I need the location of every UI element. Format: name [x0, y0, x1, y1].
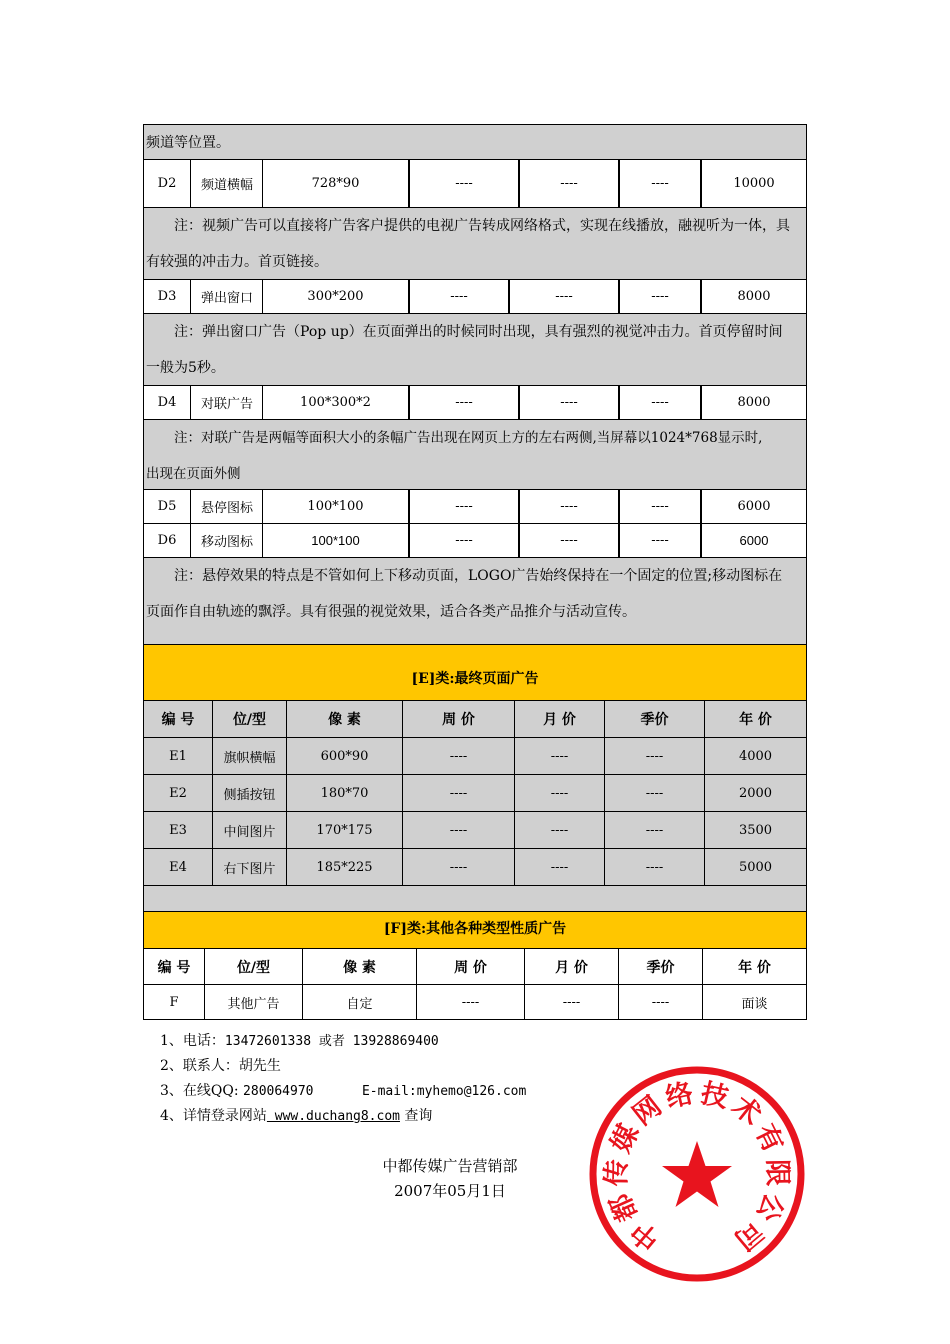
cell-season: ----: [618, 386, 700, 419]
contact-website: 4、详情登录网站 www.duchang8.com 查询: [160, 1108, 433, 1124]
cell-week: ----: [408, 280, 508, 313]
cell-season: ----: [604, 738, 704, 774]
note-d4: 注：对联广告是两幅等面积大小的条幅广告出现在网页上方的左右两侧,当屏幕以1024*768显示时, 出现在页面外侧: [143, 420, 807, 490]
cell-position: 右下图片: [212, 849, 286, 885]
cell-season: ----: [618, 280, 700, 313]
header-position: 位/型: [204, 949, 302, 984]
contact-phone: 1、电话：13472601338 或者 13928869400: [160, 1033, 439, 1049]
cell-pixel: 180*70: [286, 775, 402, 811]
cell-code: F: [169, 994, 179, 1010]
cell-year: 6000: [700, 524, 806, 557]
note-continuation: 频道等位置。: [143, 124, 807, 160]
header-code: 编 号: [157, 959, 191, 976]
gray-spacer: [143, 628, 807, 644]
cell-season: ----: [618, 160, 700, 207]
cell-month: ----: [514, 849, 604, 885]
cell-year: 面谈: [702, 985, 806, 1019]
cell-year: 4000: [704, 738, 806, 774]
cell-season: ----: [618, 490, 700, 523]
seal-star-icon: [662, 1141, 732, 1207]
cell-month: ----: [524, 985, 618, 1019]
cell-year: 8000: [700, 386, 806, 419]
cell-week: ----: [402, 849, 514, 885]
header-year: 年 价: [704, 701, 806, 737]
note-d3: 注：弹出窗口广告（Pop up）在页面弹出的时候同时出现，具有强烈的视觉冲击力。首页停留时间 一般为5秒。: [143, 314, 807, 386]
cell-pixel: 600*90: [286, 738, 402, 774]
cell-month: ----: [518, 386, 618, 419]
price-document: [143, 124, 807, 1020]
seal-char: 都: [604, 1188, 644, 1226]
seal-char: 络: [662, 1077, 696, 1115]
seal-char: 公: [750, 1188, 790, 1226]
cell-season: ----: [618, 985, 702, 1019]
table-row-f: [143, 985, 807, 1020]
cell-pixel: 100*300*2: [262, 386, 408, 419]
cell-pixel: 728*90: [262, 160, 408, 207]
cell-code: D5: [157, 499, 177, 514]
cell-week: ----: [408, 490, 518, 523]
seal-char: 限: [761, 1158, 793, 1187]
section-f-title: [F]类:其他各种类型性质广告: [143, 911, 807, 949]
header-pixel: 像 素: [302, 949, 416, 984]
cell-pixel: 100*100: [262, 490, 408, 523]
cell-month: ----: [518, 524, 618, 557]
cell-month: ----: [514, 775, 604, 811]
table-row-d3: [143, 280, 807, 314]
cell-code: D6: [157, 533, 177, 548]
header-season: 季价: [618, 949, 702, 984]
cell-position: 频道横幅: [190, 160, 262, 207]
cell-position: 悬停图标: [190, 490, 262, 523]
note-d6: 注：悬停效果的特点是不管如何上下移动页面，LOGO广告始终保持在一个固定的位置;移动图标在 页面作自由轨迹的飘浮。具有很强的视觉效果，适合各类产品推介与活动宣传。: [143, 558, 807, 628]
cell-pixel: 100*100: [262, 524, 408, 557]
cell-position: 移动图标: [190, 524, 262, 557]
seal-char: 中: [625, 1214, 666, 1256]
table-row-d2: [143, 160, 807, 208]
cell-pixel: 185*225: [286, 849, 402, 885]
header-week: 周 价: [416, 949, 524, 984]
header-code: 编 号: [161, 712, 195, 728]
gray-spacer: [143, 886, 807, 911]
cell-position: 弹出窗口: [190, 280, 262, 313]
cell-pixel: 自定: [302, 985, 416, 1019]
section-e-header-row: [143, 701, 807, 738]
website-link[interactable]: www.duchang8.com: [266, 1109, 400, 1124]
cell-month: ----: [514, 738, 604, 774]
note-d2: 注：视频广告可以直接将广告客户提供的电视广告转成网络格式，实现在线播放，融视听为一体，具 有较强的冲击力。首页链接。: [143, 208, 807, 280]
section-f-header-row: [143, 949, 807, 985]
cell-code: E4: [169, 859, 187, 875]
cell-year: 5000: [704, 849, 806, 885]
cell-week: ----: [402, 812, 514, 848]
cell-season: ----: [604, 849, 704, 885]
cell-year: 10000: [700, 160, 806, 207]
footer-date: 2007年05月1日: [394, 1182, 506, 1200]
cell-position: 旗帜横幅: [212, 738, 286, 774]
table-row-e1: [143, 738, 807, 775]
table-row-d6: [143, 524, 807, 558]
header-season: 季价: [604, 701, 704, 737]
seal-char: 网: [627, 1090, 668, 1132]
cell-month: ----: [518, 160, 618, 207]
cell-month: ----: [508, 280, 618, 313]
contact-email[interactable]: E-mail:myhemo@126.com: [361, 1084, 527, 1099]
seal-char: 有: [748, 1119, 789, 1158]
cell-year: 6000: [700, 490, 806, 523]
cell-year: 2000: [704, 775, 806, 811]
seal-char: 术: [726, 1090, 767, 1132]
cell-code: D3: [157, 289, 177, 304]
cell-position: 侧插按钮: [212, 775, 286, 811]
table-row-d4: [143, 386, 807, 420]
cell-season: ----: [604, 775, 704, 811]
seal-char: 媒: [605, 1119, 646, 1158]
contact-qq: 3、在线QQ: 280064970 E-mail:myhemo@126.com: [160, 1083, 527, 1099]
cell-position: 其他广告: [204, 985, 302, 1019]
cell-week: ----: [408, 386, 518, 419]
table-row-e4: [143, 849, 807, 886]
cell-month: ----: [518, 490, 618, 523]
cell-position: 中间图片: [212, 812, 286, 848]
cell-week: ----: [408, 160, 518, 207]
table-row-e2: [143, 775, 807, 812]
header-month: 月 价: [524, 949, 618, 984]
cell-week: ----: [402, 738, 514, 774]
seal-char: 技: [698, 1077, 732, 1115]
cell-code: D4: [157, 395, 177, 410]
cell-season: ----: [618, 524, 700, 557]
header-pixel: 像 素: [286, 701, 402, 737]
cell-week: ----: [408, 524, 518, 557]
header-position: 位/型: [212, 701, 286, 737]
cell-code: E2: [169, 785, 187, 801]
cell-year: 8000: [700, 280, 806, 313]
cell-code: E1: [169, 748, 187, 764]
seal-char: 司: [728, 1214, 769, 1256]
cell-code: D2: [157, 176, 177, 191]
table-row-e3: [143, 812, 807, 849]
cell-position: 对联广告: [190, 386, 262, 419]
cell-pixel: 300*200: [262, 280, 408, 313]
cell-code: E3: [169, 822, 187, 838]
cell-year: 3500: [704, 812, 806, 848]
cell-month: ----: [514, 812, 604, 848]
contact-person: 2、联系人：胡先生: [160, 1058, 281, 1074]
section-e-title: [E]类:最终页面广告: [143, 644, 807, 701]
header-week: 周 价: [402, 701, 514, 737]
header-year: 年 价: [702, 949, 806, 984]
footer-dept: 中都传媒广告营销部: [382, 1157, 518, 1175]
seal-char: 传: [601, 1158, 633, 1187]
cell-season: ----: [604, 812, 704, 848]
cell-pixel: 170*175: [286, 812, 402, 848]
cell-week: ----: [402, 775, 514, 811]
cell-week: ----: [416, 985, 524, 1019]
company-seal: [586, 1063, 808, 1285]
header-month: 月 价: [514, 701, 604, 737]
table-row-d5: [143, 490, 807, 524]
